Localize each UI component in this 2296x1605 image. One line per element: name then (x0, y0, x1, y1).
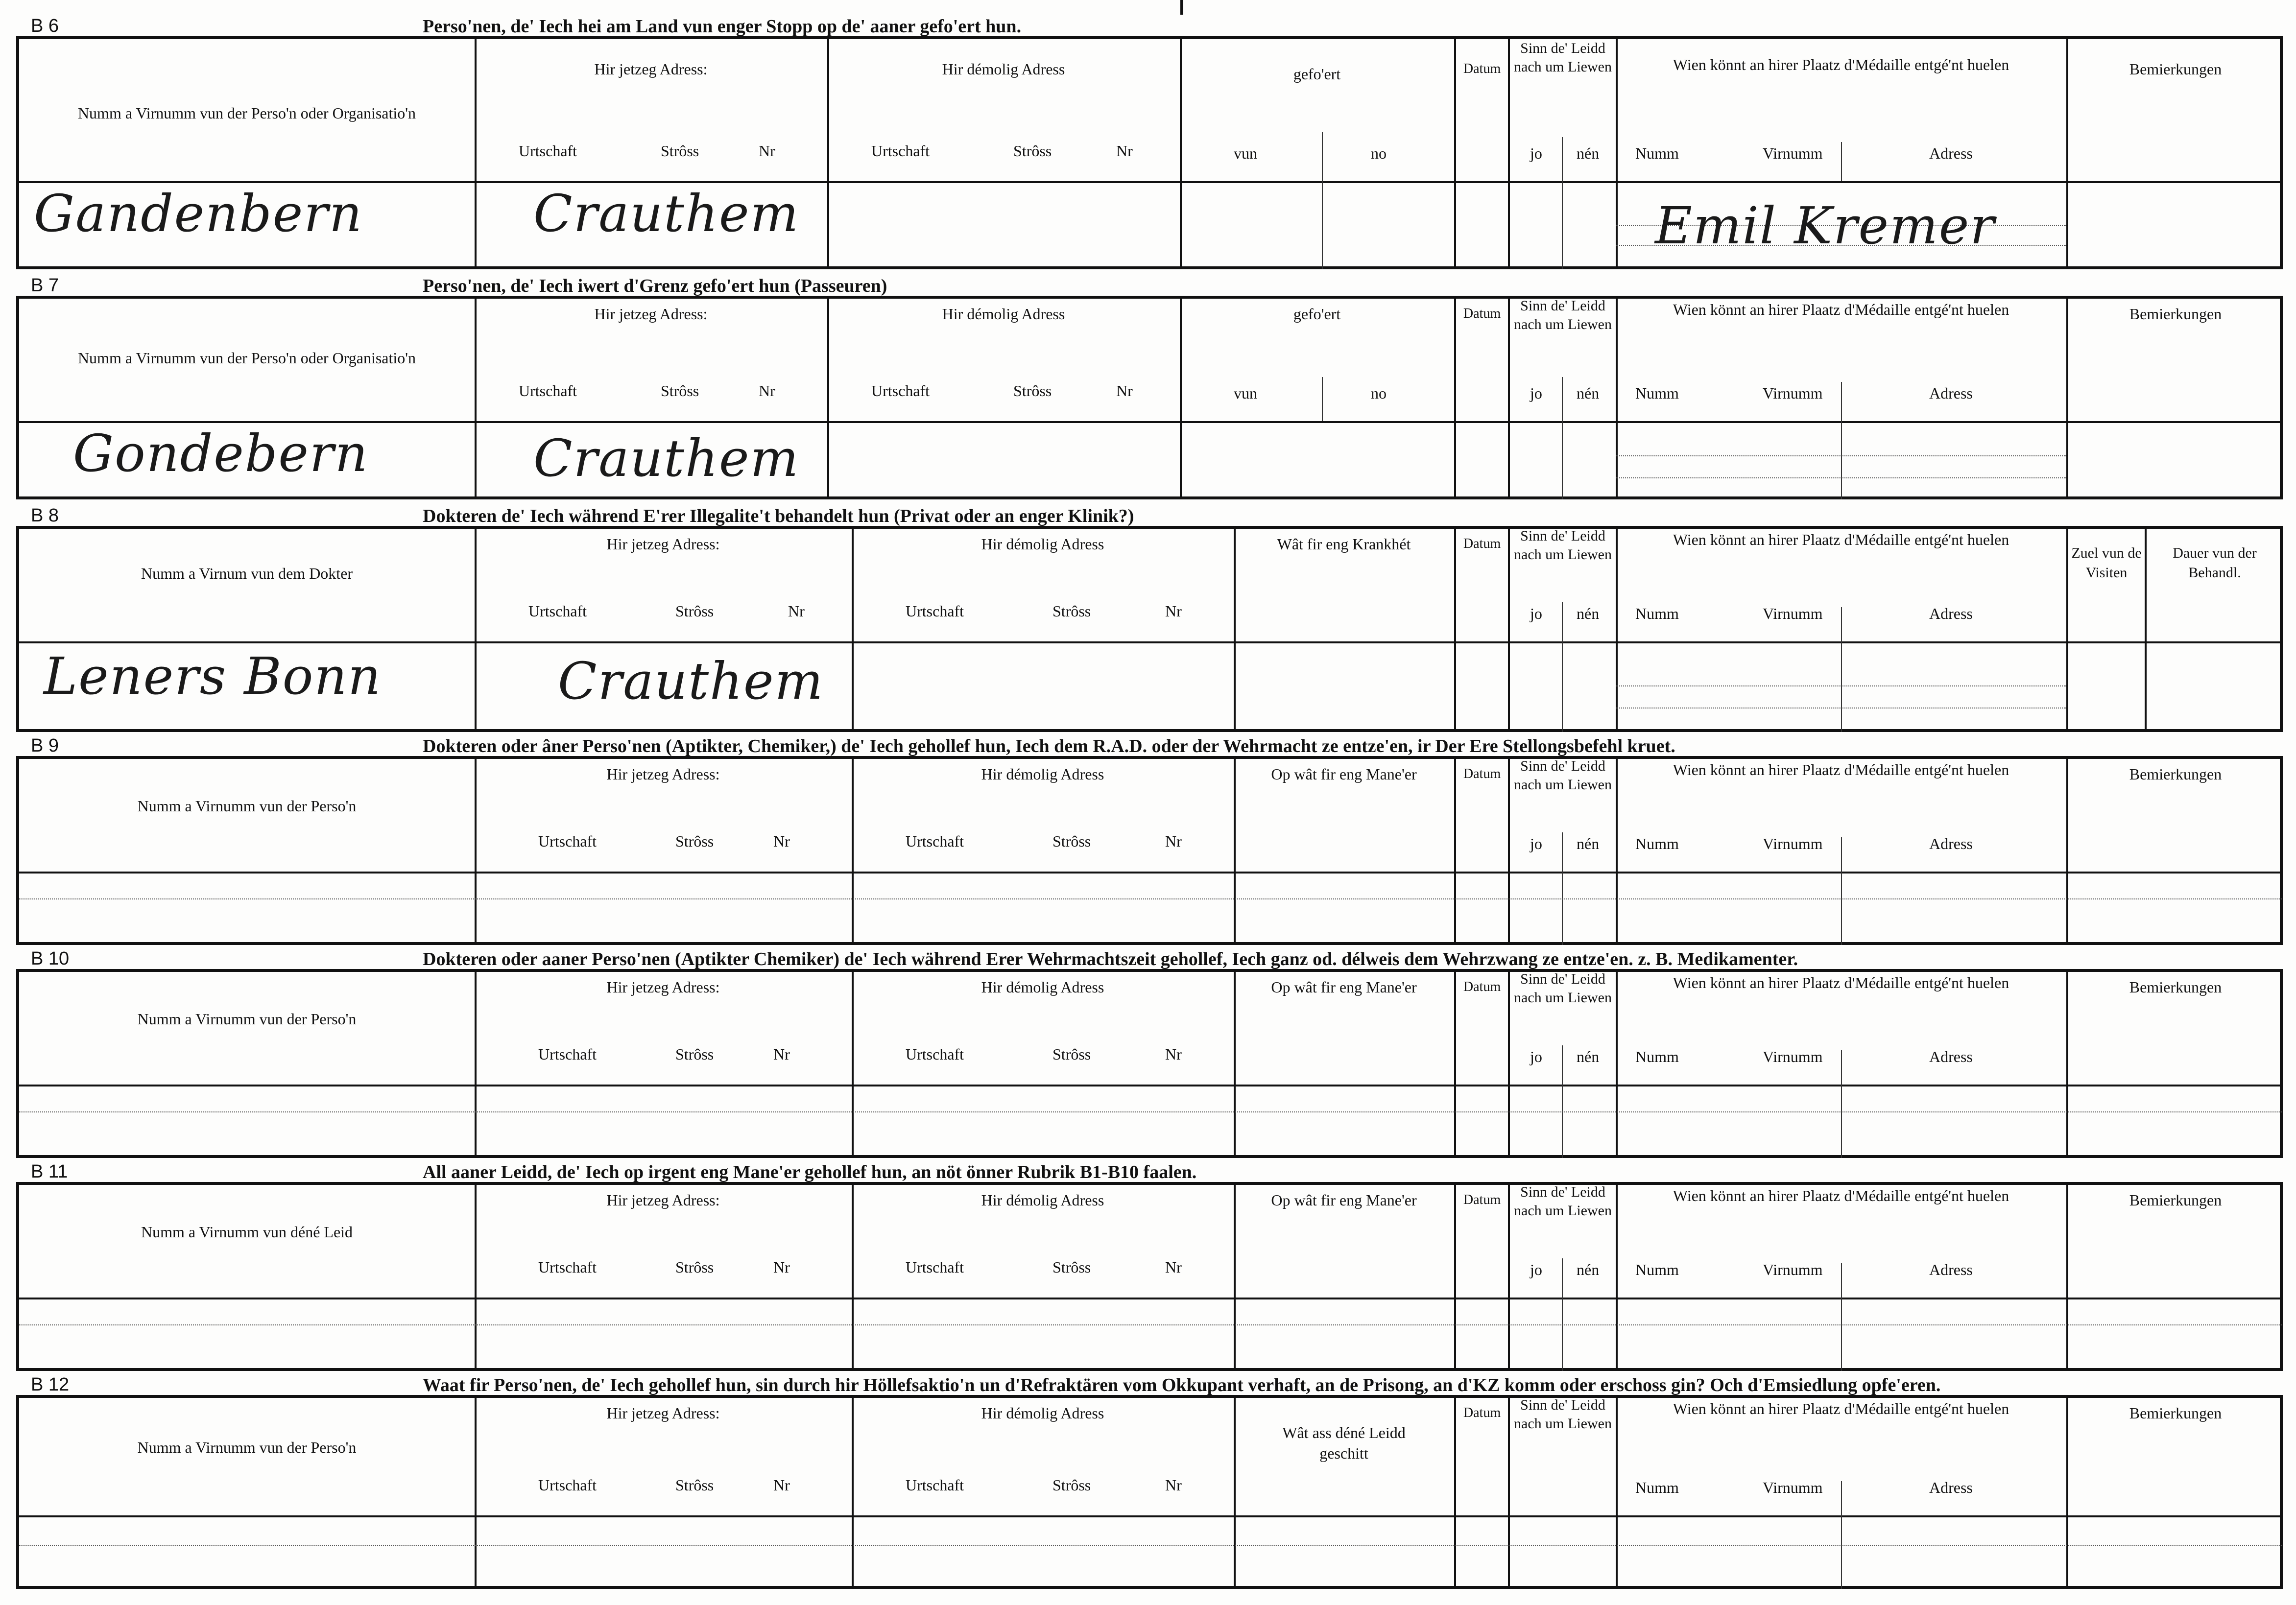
col-header-maneer: Op wât fir eng Mane'er (1271, 978, 1417, 996)
sub-stross: Strôss (1013, 382, 1052, 400)
sub-urtschaft: Urtschaft (906, 602, 964, 620)
sub-jo: jo (1530, 605, 1542, 622)
section-title: Dokteren oder âner Perso'nen (Aptikter, Chemiker,) de' Iech gehollef hun, Iech dem R.A.D. oder der Wehrmacht ze entze'en, ir Der Ere Stellongsbefehl kruet. (423, 736, 1675, 756)
col-header-addr-then: Hir démolig Adress (981, 978, 1104, 996)
sub-urtschaft: Urtschaft (871, 382, 930, 400)
col-header-bemierkungen: Bemierkungen (2129, 978, 2222, 996)
sub-no: no (1371, 144, 1387, 162)
sub-urtschaft: Urtschaft (519, 382, 577, 400)
section-b10 (16, 947, 2283, 1158)
sub-urtschaft: Urtschaft (871, 142, 930, 160)
col-header-wien: Wien könnt an hirer Plaatz d'Médaille entgé'nt huelen (1673, 531, 2009, 548)
sub-stross: Strôss (1052, 602, 1091, 620)
top-mark (1180, 0, 1183, 15)
sub-nr: Nr (1116, 142, 1133, 160)
sub-numm: Numm (1635, 144, 1679, 162)
col-header-wien: Wien könnt an hirer Plaatz d'Médaille entgé'nt huelen (1673, 761, 2009, 779)
sub-nr: Nr (773, 1045, 790, 1063)
col-header-gefoert: gefo'ert (1293, 65, 1341, 83)
col-header-bemierkungen: Bemierkungen (2129, 1191, 2222, 1209)
sub-urtschaft: Urtschaft (538, 1045, 597, 1063)
sub-virnumm: Virnumm (1763, 1261, 1823, 1278)
col-header-sinn: Sinn de' Leidd nach um Liewen (1514, 298, 1612, 332)
sub-nr: Nr (759, 142, 775, 160)
sub-stross: Strôss (1052, 1258, 1091, 1276)
col-header-name: Numm a Virnumm vun der Perso'n (137, 1439, 357, 1456)
sub-nen: nén (1577, 835, 1600, 852)
col-header-zuel: Zuel vun de Visiten (2071, 545, 2142, 581)
col-header-addr-now: Hir jetzeg Adress: (606, 535, 720, 553)
col-header-name: Numm a Virnum vun dem Dokter (141, 565, 353, 582)
col-header-wien: Wien könnt an hirer Plaatz d'Médaille entgé'nt huelen (1673, 1400, 2009, 1417)
sub-adress: Adress (1929, 1479, 1973, 1496)
sub-urtschaft: Urtschaft (538, 1476, 597, 1494)
section-code: B 10 (31, 948, 70, 969)
sub-adress: Adress (1929, 384, 1973, 402)
sub-stross: Strôss (661, 142, 699, 160)
col-header-addr-now: Hir jetzeg Adress: (606, 1404, 720, 1422)
col-header-sinn: Sinn de' Leidd nach um Liewen (1514, 971, 1612, 1006)
sub-urtschaft: Urtschaft (906, 1258, 964, 1276)
section-table (16, 756, 2283, 945)
sub-nen: nén (1577, 1048, 1600, 1065)
col-header-name: Numm a Virnumm vun der Perso'n (137, 1010, 357, 1028)
sub-numm: Numm (1635, 1048, 1679, 1065)
sub-nen: nén (1577, 605, 1600, 622)
col-header-name: Numm a Virnumm vun déné Leid (141, 1223, 353, 1241)
sub-nen: nén (1577, 1261, 1600, 1278)
col-header-geschitt: Wât ass déné Leidd geschitt (1282, 1424, 1406, 1462)
section-code: B 9 (31, 735, 59, 756)
sub-adress: Adress (1929, 605, 1973, 622)
sub-nr: Nr (1165, 602, 1182, 620)
sub-urtschaft: Urtschaft (519, 142, 577, 160)
sub-numm: Numm (1635, 1261, 1679, 1278)
section-b9 (16, 734, 2283, 945)
sub-stross: Strôss (1052, 1476, 1091, 1494)
section-header (16, 15, 2283, 36)
section-code: B 11 (31, 1161, 68, 1182)
handwritten-recipient: Emil Kremer (1655, 196, 1995, 256)
section-b8 (16, 504, 2283, 732)
sub-virnumm: Virnumm (1763, 144, 1823, 162)
sub-adress: Adress (1929, 1048, 1973, 1065)
col-header-bemierkungen: Bemierkungen (2129, 765, 2222, 783)
handwritten-name: Gondebern (73, 424, 369, 483)
sub-nr: Nr (1165, 832, 1182, 850)
col-header-datum: Datum (1463, 1405, 1501, 1420)
handwritten-place: Crauthem (558, 651, 824, 711)
section-code: B 12 (31, 1374, 70, 1395)
sub-stross: Strôss (1052, 1045, 1091, 1063)
sub-stross: Strôss (675, 1476, 714, 1494)
col-header-bemierkungen: Bemierkungen (2129, 1404, 2222, 1422)
col-header-addr-now: Hir jetzeg Adress: (606, 765, 720, 783)
handwritten-name: Leners Bonn (44, 646, 382, 706)
sub-urtschaft: Urtschaft (538, 1258, 597, 1276)
section-table (16, 526, 2283, 732)
sub-urtschaft: Urtschaft (538, 832, 597, 850)
section-header (16, 734, 2283, 756)
col-header-addr-now: Hir jetzeg Adress: (594, 60, 708, 78)
col-header-bemierkungen: Bemierkungen (2129, 305, 2222, 323)
col-header-addr-now: Hir jetzeg Adress: (606, 1191, 720, 1209)
col-header-datum: Datum (1463, 979, 1501, 994)
col-header-addr-then: Hir démolig Adress (981, 765, 1104, 783)
sub-stross: Strôss (675, 1258, 714, 1276)
col-header-addr-then: Hir démolig Adress (942, 305, 1065, 323)
col-header-sinn: Sinn de' Leidd nach um Liewen (1514, 40, 1612, 75)
col-header-datum: Datum (1463, 1192, 1501, 1207)
section-title: Perso'nen, de' Iech iwert d'Grenz gefo'ert hun (Passeuren) (423, 276, 887, 296)
col-header-dauer: Dauer vun der Behandl. (2173, 545, 2257, 581)
col-header-bemierkungen: Bemierkungen (2129, 60, 2222, 78)
sub-nr: Nr (773, 1258, 790, 1276)
col-header-name: Numm a Virnumm vun der Perso'n oder Organisatio'n (77, 349, 416, 367)
sub-stross: Strôss (1052, 832, 1091, 850)
section-header (16, 947, 2283, 969)
col-header-addr-now: Hir jetzeg Adress: (594, 305, 708, 323)
sub-nen: nén (1577, 384, 1600, 402)
sub-adress: Adress (1929, 835, 1973, 852)
sub-virnumm: Virnumm (1763, 605, 1823, 622)
sub-numm: Numm (1635, 1479, 1679, 1496)
col-header-addr-now: Hir jetzeg Adress: (606, 978, 720, 996)
sub-urtschaft: Urtschaft (528, 602, 587, 620)
sub-stross: Strôss (675, 832, 714, 850)
sub-stross: Strôss (675, 1045, 714, 1063)
col-header-wien: Wien könnt an hirer Plaatz d'Médaille entgé'nt huelen (1673, 56, 2009, 73)
section-code: B 8 (31, 505, 59, 526)
sub-nr: Nr (1116, 382, 1133, 400)
col-header-gefoert: gefo'ert (1293, 305, 1341, 323)
section-b11 (16, 1160, 2283, 1371)
col-header-addr-then: Hir démolig Adress (981, 535, 1104, 553)
section-code: B 7 (31, 275, 59, 296)
sub-stross: Strôss (675, 602, 714, 620)
section-b12 (16, 1373, 2283, 1589)
col-header-maneer: Op wât fir eng Mane'er (1271, 1191, 1417, 1209)
sub-no: no (1371, 384, 1387, 402)
sub-nr: Nr (1165, 1045, 1182, 1063)
sub-numm: Numm (1635, 835, 1679, 852)
sub-adress: Adress (1929, 1261, 1973, 1278)
col-header-addr-then: Hir démolig Adress (981, 1191, 1104, 1209)
sub-numm: Numm (1635, 605, 1679, 622)
sub-nr: Nr (759, 382, 775, 400)
section-table (16, 1395, 2283, 1589)
section-header (16, 274, 2283, 296)
section-b6 (16, 15, 2283, 269)
col-header-name: Numm a Virnumm vun der Perso'n oder Organisatio'n (77, 104, 416, 122)
section-title: All aaner Leidd, de' Iech op irgent eng Mane'er gehollef hun, an nöt önner Rubrik B1-B10 faalen. (423, 1162, 1197, 1182)
sub-virnumm: Virnumm (1763, 1479, 1823, 1496)
sub-adress: Adress (1929, 144, 1973, 162)
sub-numm: Numm (1635, 384, 1679, 402)
handwritten-place: Crauthem (533, 428, 800, 488)
section-header (16, 1373, 2283, 1395)
sub-jo: jo (1530, 1048, 1542, 1065)
sub-vun: vun (1234, 384, 1257, 402)
col-header-sinn: Sinn de' Leidd nach um Liewen (1514, 528, 1612, 563)
col-header-addr-then: Hir démolig Adress (942, 60, 1065, 78)
col-header-datum: Datum (1463, 536, 1501, 551)
section-title: Perso'nen, de' Iech hei am Land vun enger Stopp op de' aaner gefo'ert hun. (423, 16, 1022, 37)
col-header-krankhet: Wât fir eng Krankhét (1277, 535, 1411, 553)
handwritten-name: Gandenbern (34, 184, 363, 243)
section-title: Waat fir Perso'nen, de' Iech gehollef hun, sin durch hir Höllefsaktio'n un d'Refraktären vom Okkupant verhaft, an de Prisong, an d'KZ komm oder erschoss gin? Och d'Emsiedlung opfe'eren. (423, 1375, 1941, 1395)
sub-stross: Strôss (661, 382, 699, 400)
section-b7 (16, 274, 2283, 499)
sub-virnumm: Virnumm (1763, 1048, 1823, 1065)
col-header-datum: Datum (1463, 766, 1501, 781)
section-table (16, 969, 2283, 1158)
sub-nr: Nr (773, 1476, 790, 1494)
sub-nr: Nr (1165, 1258, 1182, 1276)
sub-jo: jo (1530, 144, 1542, 162)
section-header (16, 1160, 2283, 1182)
sub-nen: nén (1577, 144, 1600, 162)
col-header-sinn: Sinn de' Leidd nach um Liewen (1514, 758, 1612, 793)
sub-nr: Nr (788, 602, 805, 620)
handwritten-place: Crauthem (533, 184, 800, 243)
sub-jo: jo (1530, 1261, 1542, 1278)
col-header-wien: Wien könnt an hirer Plaatz d'Médaille entgé'nt huelen (1673, 301, 2009, 318)
col-header-name: Numm a Virnumm vun der Perso'n (137, 797, 357, 815)
sub-nr: Nr (1165, 1476, 1182, 1494)
section-table (16, 296, 2283, 499)
sub-virnumm: Virnumm (1763, 384, 1823, 402)
sub-urtschaft: Urtschaft (906, 1476, 964, 1494)
section-code: B 6 (31, 16, 59, 36)
col-header-wien: Wien könnt an hirer Plaatz d'Médaille entgé'nt huelen (1673, 974, 2009, 991)
col-header-sinn: Sinn de' Leidd nach um Liewen (1514, 1184, 1612, 1219)
section-table (16, 1182, 2283, 1371)
sub-jo: jo (1530, 384, 1542, 402)
col-header-wien: Wien könnt an hirer Plaatz d'Médaille entgé'nt huelen (1673, 1187, 2009, 1204)
col-header-sinn: Sinn de' Leidd nach um Liewen (1514, 1397, 1612, 1432)
col-header-addr-then: Hir démolig Adress (981, 1404, 1104, 1422)
section-title: Dokteren oder aaner Perso'nen (Aptikter Chemiker) de' Iech während Erer Wehrmachtszeit gehollef, Iech ganz od. délweis dem Wehrzwang ze entze'en. z. B. Medikamenter. (423, 949, 1798, 969)
sub-stross: Strôss (1013, 142, 1052, 160)
sub-virnumm: Virnumm (1763, 835, 1823, 852)
sub-urtschaft: Urtschaft (906, 832, 964, 850)
section-title: Dokteren de' Iech während E'rer Illegalite't behandelt hun (Privat oder an enger Klinik?) (423, 506, 1134, 526)
section-table (16, 36, 2283, 269)
sub-vun: vun (1234, 144, 1257, 162)
col-header-datum: Datum (1463, 306, 1501, 321)
col-header-datum: Datum (1463, 61, 1501, 76)
sub-jo: jo (1530, 835, 1542, 852)
sub-nr: Nr (773, 832, 790, 850)
section-header (16, 504, 2283, 526)
col-header-maneer: Op wât fir eng Mane'er (1271, 765, 1417, 783)
sub-urtschaft: Urtschaft (906, 1045, 964, 1063)
